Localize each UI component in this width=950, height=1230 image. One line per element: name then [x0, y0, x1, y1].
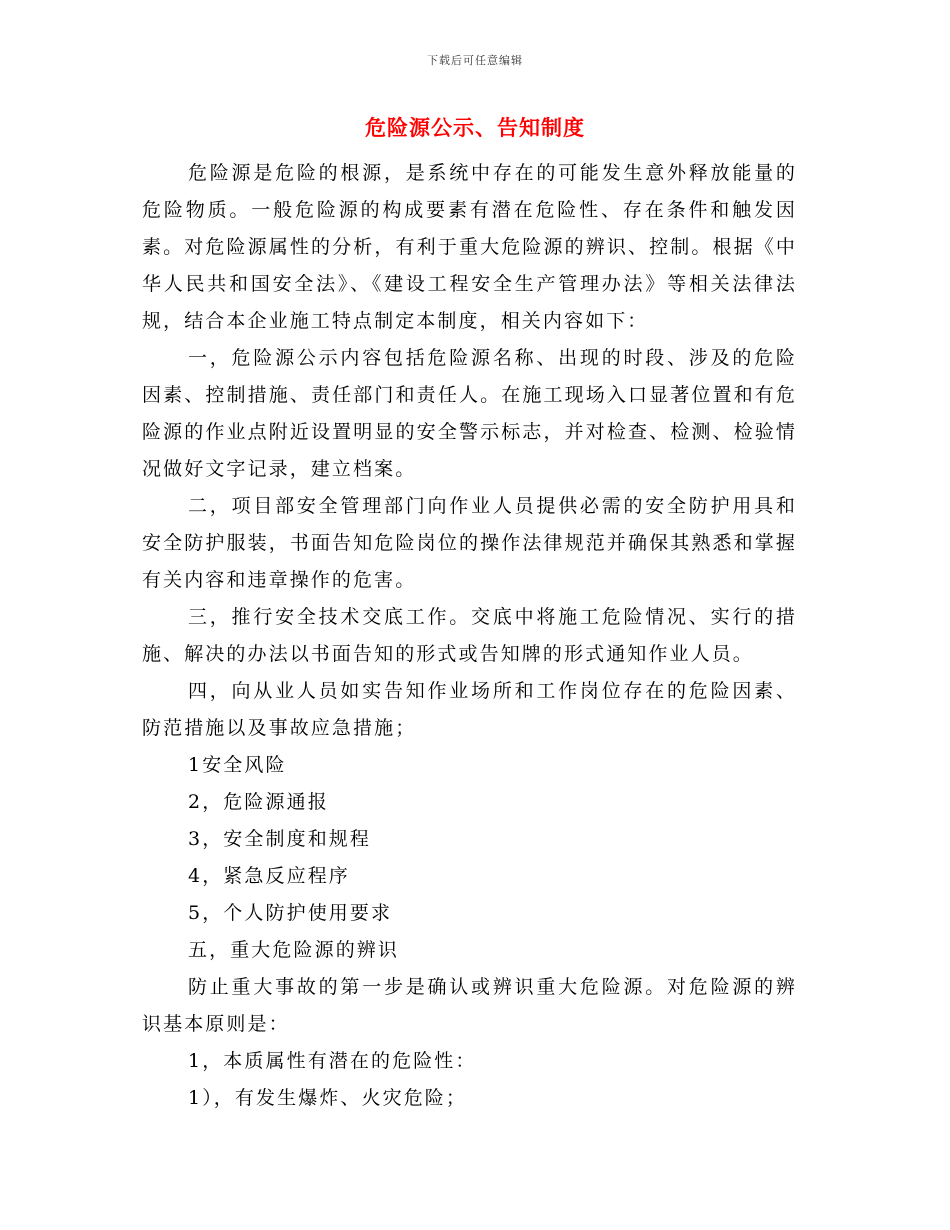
document-body — [142, 155, 797, 1117]
list-item-explosion: 1），有发生爆炸、火灾危险； — [188, 1087, 467, 1109]
paragraph-item-5: 五，重大危险源的辨识 — [188, 939, 400, 961]
paragraph-item-4: 四，向从业人员如实告知作业场所和工作岗位存在的危险因素、防范措施以及事故应急措施； — [142, 680, 797, 739]
list-item-rules: 3，安全制度和规程 — [188, 828, 371, 850]
page-header-note: 下载后可任意编辑 — [427, 54, 523, 67]
paragraph-intro: 危险源是危险的根源，是系统中存在的可能发生意外释放能量的危险物质。一般危险源的构成要素有潜在危险性、存在条件和触发因素。对危险源属性的分析，有利于重大危险源的辨识、控制。根据《中华人民共和国安全法》、《建设工程安全生产管理办法》等相关法律法规，结合本企业施工特点制定本制度，相关内容如下： — [142, 162, 797, 332]
paragraph-item-3: 三，推行安全技术交底工作。交底中将施工危险情况、实行的措施、解决的办法以书面告知的形式或告知牌的形式通知作业人员。 — [142, 606, 797, 665]
paragraph-identification: 防止重大事故的第一步是确认或辨识重大危险源。对危险源的辨识基本原则是： — [142, 976, 797, 1035]
list-item-risk: 1安全风险 — [188, 754, 287, 776]
list-item-emergency: 4，紧急反应程序 — [188, 865, 350, 887]
list-item-property: 1，本质属性有潜在的危险性： — [188, 1050, 477, 1072]
list-item-protection: 5，个人防护使用要求 — [188, 902, 393, 924]
document-title: 危险源公示、告知制度 — [365, 116, 585, 140]
paragraph-item-2: 二，项目部安全管理部门向作业人员提供必需的安全防护用具和安全防护服装，书面告知危险岗位的操作法律规范并确保其熟悉和掌握有关内容和违章操作的危害。 — [142, 495, 797, 591]
list-item-report: 2，危险源通报 — [188, 791, 329, 813]
paragraph-item-1: 一，危险源公示内容包括危险源名称、出现的时段、涉及的危险因素、控制措施、责任部门和责任人。在施工现场入口显著位置和有危险源的作业点附近设置明显的安全警示标志，并对检查、检测、检验情况做好文字记录，建立档案。 — [142, 347, 797, 480]
